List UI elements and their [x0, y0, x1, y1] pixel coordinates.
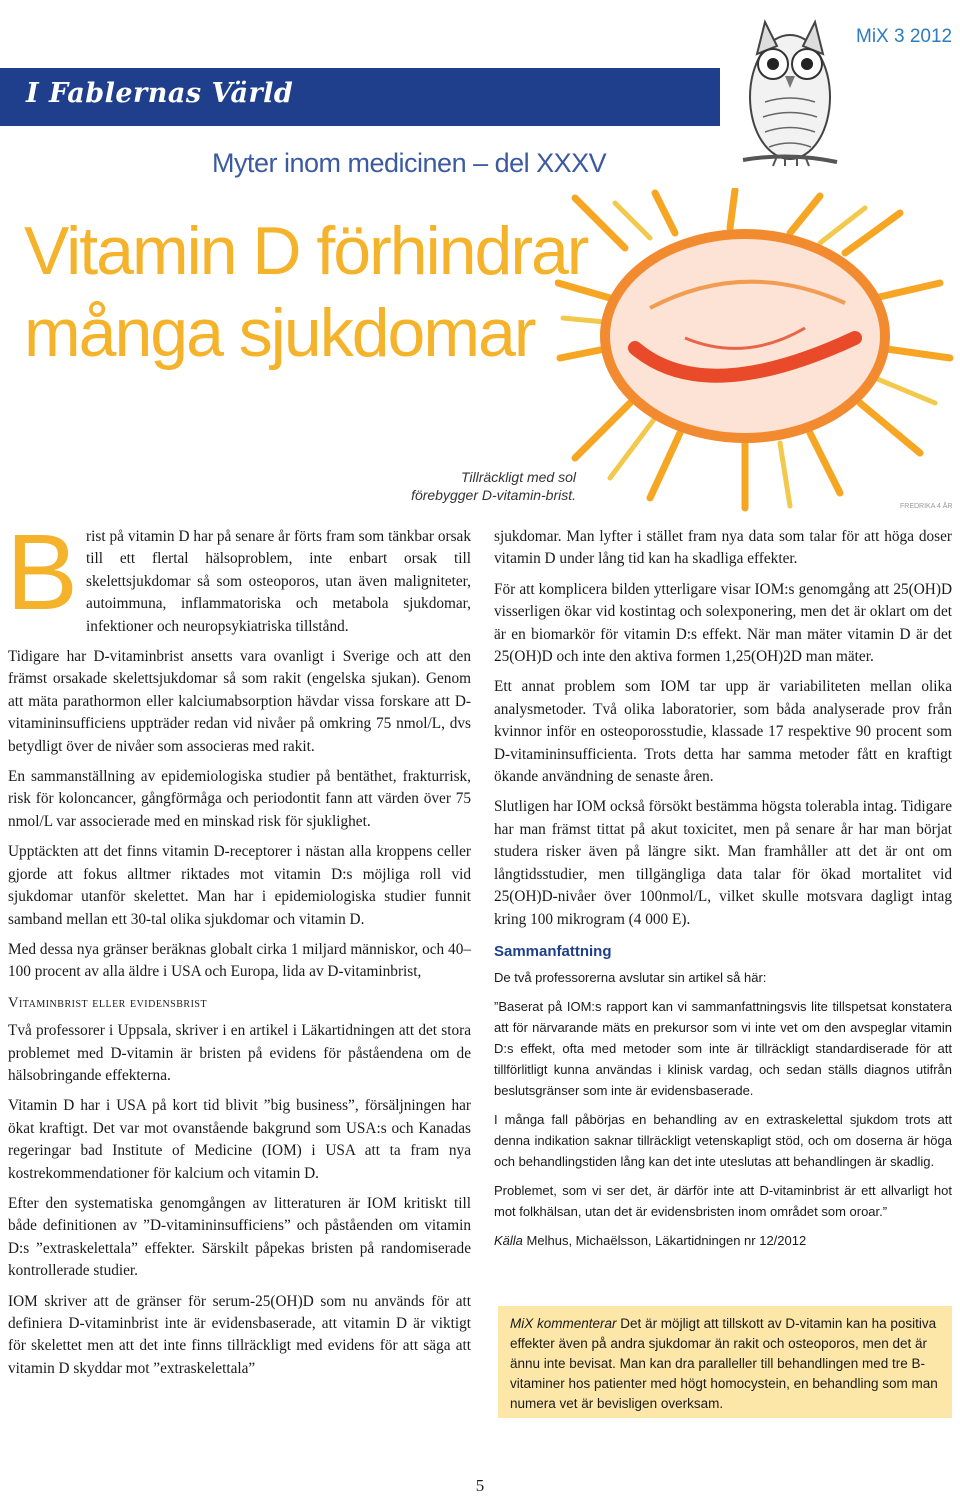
paragraph: Två professorer i Uppsala, skriver i en artikel i Läkartidningen att det stora problemet med D-vitamin är bristen på evidens för påståendena om de hälsobringande effekterna. — [8, 1022, 471, 1084]
right-column — [494, 526, 952, 1259]
source-line — [494, 1230, 952, 1251]
mix-comment-text: Det är möjligt att tillskott av D-vitamin kan ha positiva effekter även på andra sjukdomar än rakit och osteoporos, men det är ännu inte bevisat. Man kan dra paralleller till behandlingen med tre B-vitaminer hos patienter med högt homocystein, en behandling som man numera vet är bevisligen overksam. — [510, 1316, 938, 1411]
left-column — [6, 511, 471, 1388]
paragraph: sjukdomar. Man lyfter i stället fram nya data som talar för att höga doser vitamin D under lång tid kan ha skadliga effekter. — [494, 528, 952, 568]
banner-title: I Fablernas Värld — [26, 78, 294, 109]
paragraph: Efter den systematiska genomgången av litteraturen är IOM kritiskt till både definitionen av ”D-vitamininsufficiens” och påståenden om vitamin D:s ”extraskelettala” effekter. Särskilt påpekas bristen på randomiserade kontrollerade studier. — [8, 1194, 471, 1280]
paragraph: IOM skriver att de gränser för serum-25(OH)D som nu används för att definiera D-vitaminbrist inte är evidensbaserade, att vitamin D är viktigt för skelettet men att det inte finns tillräckligt med evidens för att säga att vitamin D skyddar mot ”extraskelettala” — [8, 1292, 471, 1377]
section-banner — [0, 68, 720, 126]
paragraph: Upptäckten att det finns vitamin D-receptorer i nästan alla kroppens celler gjorde att fokus alltmer riktades mot vitamin D:s möjliga roll vid sjukdomar utanför skelettet. Man har i epidemiologiska studier funnit samband mellan ett 30-tal olika sjukdomar och vitamin D. — [8, 843, 471, 928]
page-number: 5 — [475, 1476, 485, 1495]
caption-line-2: förebygger D-vitamin-brist. — [411, 487, 576, 503]
artist-signature: FREDRIKA 4 ÅR — [900, 503, 953, 510]
paragraph: Med dessa nya gränser beräknas globalt cirka 1 miljard människor, och 40–100 procent av alla äldre i USA och Europa, lida av D-vitaminbrist, — [8, 940, 471, 981]
summary-quote: ”Baserat på IOM:s rapport kan vi sammanfattningsvis lite tillspetsat konstatera att för närvarande mäts en prekursor som vi inte vet om den avspeglar vitamin D:s effekt, ofta med metoder som inte är tillräckligt standardiserade för att tillförlitligt kunna användas i klinisk vardag, och sedan ställs diagnos utifrån beslutsgränser som inte är evidensbaserade. — [494, 999, 952, 1099]
summary-intro: De två professorerna avslutar sin artikel så här: — [494, 970, 767, 986]
paragraph: För att komplicera bilden ytterligare visar IOM:s genomgång att 25(OH)D visserligen ökar vid kostintag och solexponering, men det är oklart om det är en biomarkör för vitamin D:s effekt. När man mäter vitamin D är det 25(OH)D och inte den aktiva formen 1,25(OH)2D man mäter. — [494, 580, 952, 666]
source-label: Källa — [494, 1233, 523, 1249]
source-text: Melhus, Michaëlsson, Läkartidningen nr 12/2012 — [526, 1233, 807, 1249]
paragraph: Vitamin D har i USA på kort tid blivit ”big business”, försäljningen har ökat kraftigt. Det var mot ovanstående bakgrund som USA:s och Kanadas regeringar bad Institute of Medicine (IOM) i USA att ta fram nya kostrekommendationer för kalcium och vitamin D. — [8, 1097, 471, 1182]
owl-illustration — [735, 2, 845, 182]
mix-comment-box — [498, 1306, 952, 1418]
headline-line-1: Vitamin D förhindrar — [24, 213, 588, 289]
summary-heading: Sammanfattning — [494, 942, 612, 960]
intro-paragraph — [6, 511, 471, 638]
paragraph: En sammanställning av epidemiologiska studier på bentäthet, frakturrisk, risk för koloncancer, gångförmåga och periodontit fann att värden över 75 nmol/L var associerade med en minskad risk för sjuklighet. — [8, 768, 471, 830]
drop-cap: B — [6, 511, 79, 632]
paragraph: Tidigare har D-vitaminbrist ansetts vara ovanligt i Sverige och att den främst orsakade skelettsjukdomar så som rakit (engelska sjukan). Genom att mäta parathormon eller kalciumabsorption hävdar vissa forskare att D-vitamininsufficiens uppträder redan vid nivåer på omkring 75 nmol/L, dvs betydligt över de nivåer som associeras med rakit. — [8, 648, 471, 755]
issue-label: MiX 3 2012 — [856, 26, 953, 47]
summary-quote: Problemet, som vi ser det, är därför inte att D-vitaminbrist är ett allvarligt hot mot folkhälsan, utan det är evidensbristen inom området som oroar.” — [494, 1183, 952, 1220]
intro-text: rist på vitamin D har på senare år förts fram som tänkbar orsak till ett flertal hälsoproblem, inte enbart orsak till skelettsjukdomar så som osteoporos, utan även maligniteter, autoimmuna, inflammatoriska och metabola sjukdomar, infektioner och neuropsykiatriska tillstånd. — [86, 528, 471, 635]
paragraph: Ett annat problem som IOM tar upp är variabiliteten mellan olika analysmetoder. Två olika laboratorier, som båda analyserade prov från kvinnor inför en osteoporosstudie, klassade 17 respektive 90 procent som D-vitamininsufficienta. Trots detta har samma metoder fått en kraftigt ökande användning de senaste åren. — [494, 678, 952, 786]
paragraph: Slutligen har IOM också försökt bestämma högsta tolerabla intag. Tidigare har man främst tittat på akut toxicitet, men på senare år har man börjat studera risker även på längre sikt. Man framhåller att det är ont om långtidsstudier, men tillgängliga data talar för ökad mortalitet vid 25(OH)D-nivåer över 100nmol/L, vilket skulle motsvara dagligt intag kring 100 mikrogram (4 000 E). — [494, 798, 952, 928]
child-drawn-sun — [555, 188, 955, 518]
mix-comment — [510, 1314, 942, 1414]
section-subheading: Vitaminbrist eller evidensbrist — [8, 994, 208, 1011]
mix-comment-label: MiX kommenterar — [510, 1316, 617, 1331]
image-caption — [380, 468, 576, 504]
series-subtitle: Myter inom medicinen – del XXXV — [212, 148, 607, 178]
summary-quote: I många fall påbörjas en behandling av en extraskelettal sjukdom trots att denna indikation saknar tillräckligt vetenskapligt stöd, och om doserna är höga och behandlingstiden lång kan det inte uteslutas att behandlingen är skadlig. — [494, 1112, 952, 1170]
caption-line-1: Tillräckligt med sol — [460, 469, 576, 485]
headline-line-2: många sjukdomar — [24, 295, 535, 371]
